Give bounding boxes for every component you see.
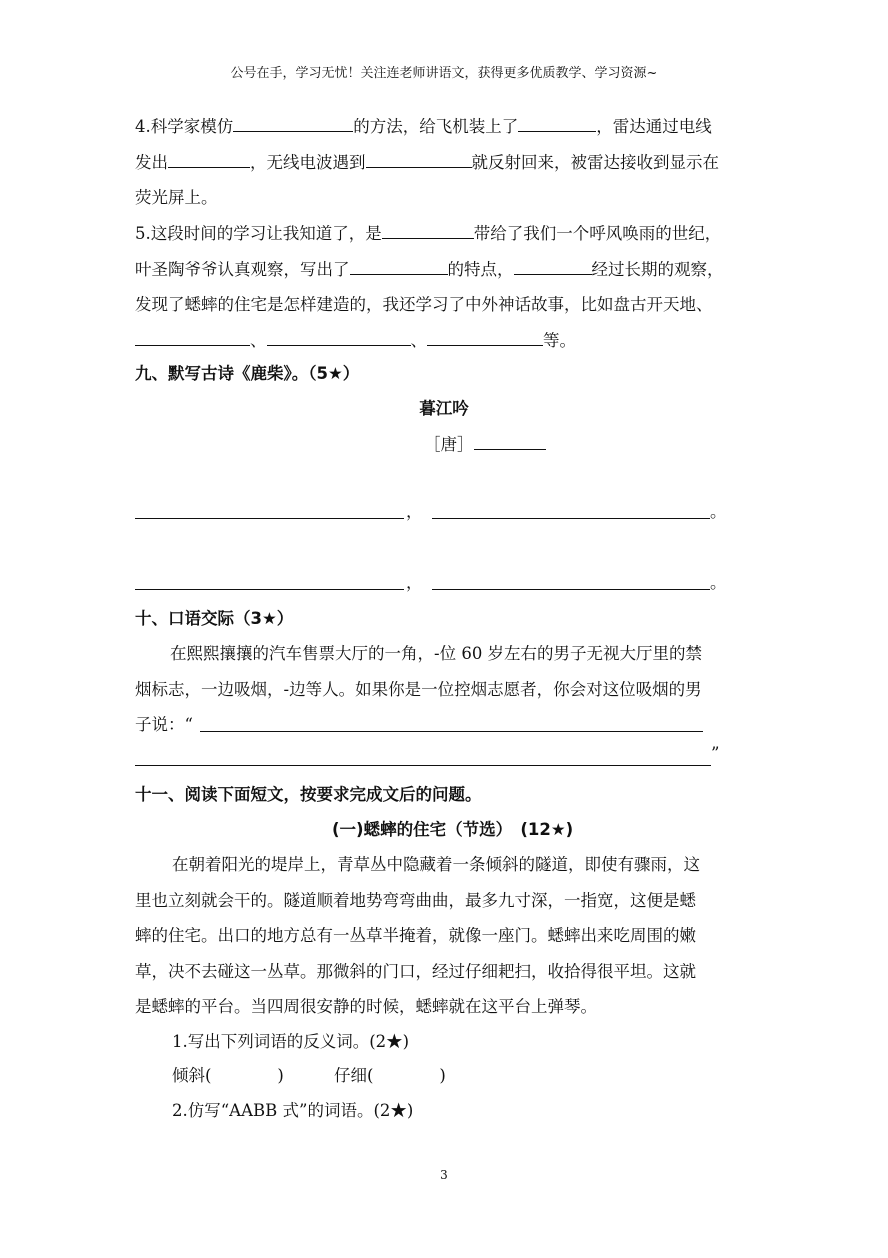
answer-blank[interactable] xyxy=(135,328,250,346)
passage-line: 蟀的住宅。出口的地方总有一丛草半掩着，就像一座门。蟋蟀出来吃周围的嫩 xyxy=(135,926,696,945)
answer-blank[interactable] xyxy=(350,257,448,275)
antonym-item[interactable]: 仔细( ) xyxy=(334,1066,446,1085)
poem-line-blank[interactable] xyxy=(135,589,404,590)
sec10-paragraph-line: 烟标志，一边吸烟，-边等人。如果你是一位控烟志愿者，你会对这位吸烟的男 xyxy=(135,680,702,699)
poem-comma: ， xyxy=(406,573,423,592)
q5-line-1: 5.这段时间的学习让我知道了，是 带给了我们一个呼风唤雨的世纪， xyxy=(135,221,721,246)
passage-line: 里也立刻就会干的。隧道顺着地势弯弯曲曲，最多九寸深，一指宽，这便是蟋 xyxy=(135,891,696,910)
sec10-paragraph-line: 在熙熙攘攘的汽车售票大厅的一角，-位 60 岁左右的男子无视大厅里的禁 xyxy=(170,644,703,663)
answer-line[interactable] xyxy=(200,731,703,732)
passage-title: (一)蟋蟀的住宅（节选） (12★) xyxy=(332,820,574,839)
page-header: 公号在手，学习无忧！关注连老师讲语文，获得更多优质教学、学习资源~ xyxy=(230,66,658,81)
answer-blank[interactable] xyxy=(514,257,592,275)
sec10-paragraph-line: 子说：“ xyxy=(135,715,193,734)
q5-line-4: 、 、 等。 xyxy=(135,328,576,353)
q5-line-2: 叶圣陶爷爷认真观察，写出了 的特点， 经过长期的观察， xyxy=(135,257,724,282)
section-10-title: 十、口语交际（3★） xyxy=(135,609,294,628)
author-blank[interactable] xyxy=(474,432,546,450)
poem-author-line: ［唐］ xyxy=(424,432,546,457)
poem-line-blank[interactable] xyxy=(432,518,710,519)
sub-question-1: 1.写出下列词语的反义词。(2★) xyxy=(172,1032,410,1051)
answer-blank[interactable] xyxy=(233,114,353,132)
sub-question-2: 2.仿写“AABB 式”的词语。(2★) xyxy=(172,1101,414,1120)
passage-line: 在朝着阳光的堤岸上，青草丛中隐藏着一条倾斜的隧道，即使有骤雨，这 xyxy=(172,855,700,874)
passage-line: 是蟋蟀的平台。当四周很安静的时候，蟋蟀就在这平台上弹琴。 xyxy=(135,997,597,1016)
q4-line-1: 4.科学家模仿 的方法，给飞机装上了 ，雷达通过电线 xyxy=(135,114,712,139)
q4-line-3: 荧光屏上。 xyxy=(135,188,218,207)
answer-blank[interactable] xyxy=(382,221,474,239)
answer-blank[interactable] xyxy=(427,328,543,346)
answer-blank[interactable] xyxy=(168,150,250,168)
antonym-item[interactable]: 倾斜( ) xyxy=(172,1066,284,1085)
close-quote: ” xyxy=(711,744,720,763)
answer-blank[interactable] xyxy=(267,328,411,346)
section-9-title: 九、默写古诗《鹿柴》。（5★） xyxy=(135,364,360,383)
poem-period: 。 xyxy=(710,573,727,592)
answer-blank[interactable] xyxy=(518,114,596,132)
page-number: 3 xyxy=(440,1168,448,1182)
answer-blank[interactable] xyxy=(366,150,472,168)
passage-line: 草，决不去碰这一丛草。那微斜的门口，经过仔细耙扫，收拾得很平坦。这就 xyxy=(135,962,696,981)
section-11-title: 十一、阅读下面短文，按要求完成文后的问题。 xyxy=(135,785,482,804)
poem-title: 暮江吟 xyxy=(419,399,469,418)
poem-comma: ， xyxy=(406,502,423,521)
poem-line-blank[interactable] xyxy=(432,589,710,590)
poem-line-blank[interactable] xyxy=(135,518,404,519)
answer-line[interactable] xyxy=(135,765,711,766)
q5-line-3: 发现了蟋蟀的住宅是怎样建造的，我还学习了中外神话故事，比如盘古开天地、 xyxy=(135,295,713,314)
poem-period: 。 xyxy=(710,502,727,521)
q4-line-2: 发出 ，无线电波遇到 就反射回来，被雷达接收到显示在 xyxy=(135,150,719,175)
